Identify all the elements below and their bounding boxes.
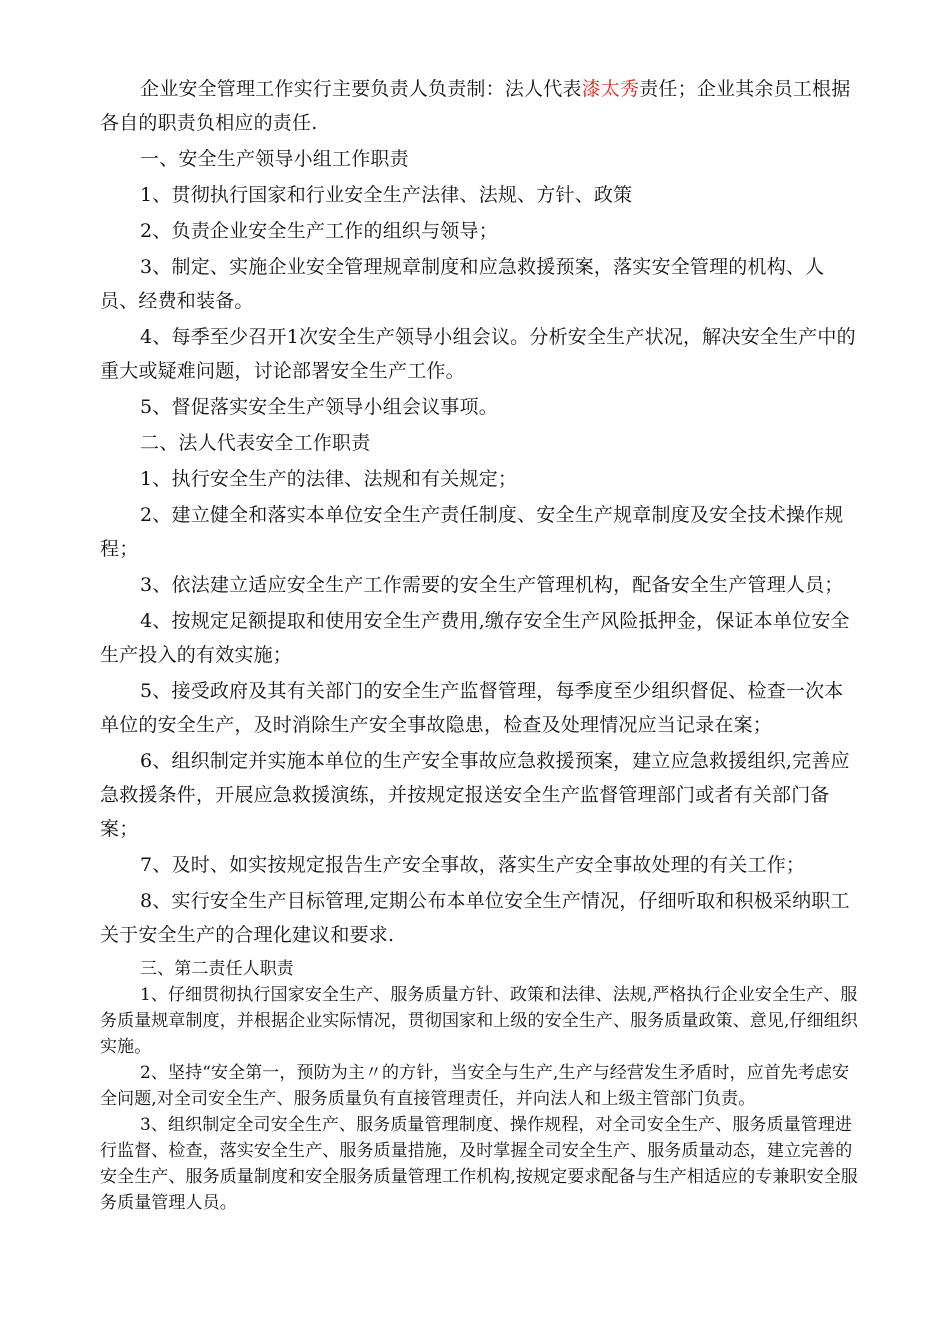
section2-item-7: 7、及时、如实按规定报告生产安全事故，落实生产安全事故处理的有关工作； [140, 854, 806, 876]
intro-paragraph [100, 72, 860, 140]
section1-item-4: 4、每季至少召开1次安全生产领导小组会议。分析安全生产状况，解决安全生产中的重大或疑难问题，讨论部署安全生产工作。 [100, 326, 856, 382]
section2-item-4: 4、按规定足额提取和使用安全生产费用,缴存安全生产风险抵押金，保证本单位安全生产投入的有效实施； [100, 610, 850, 666]
section1-item-2: 2、负责企业安全生产工作的组织与领导； [140, 220, 498, 242]
intro-text-before: 企业安全管理工作实行主要负责人负责制：法人代表 [140, 78, 582, 100]
section2-heading: 二、法人代表安全工作职责 [140, 432, 371, 454]
section3-item-3: 3、组织制定全司安全生产、服务质量管理制度、操作规程，对全司安全生产、服务质量管理进行监督、检查，落实安全生产、服务质量措施，及时掌握全司安全生产、服务质量动态，建立完善的安全生产、服务质量制度和安全服务质量管理工作机构,按规定要求配备与生产相适应的专兼职安全服务质量管理人员。 [100, 1115, 858, 1213]
intro-text-after: 责任；企业其余员工根据各自的职责负相应的责任. [100, 78, 851, 134]
section2-item-5: 5、接受政府及其有关部门的安全生产监督管理，每季度至少组织督促、检查一次本单位的安全生产，及时消除生产安全事故隐患，检查及处理情况应当记录在案； [100, 680, 844, 736]
section2-item-1: 1、执行安全生产的法律、法规和有关规定； [140, 468, 518, 490]
section3-heading: 三、第二责任人职责 [140, 959, 294, 979]
legal-representative-name: 漆太秀 [581, 78, 640, 100]
section2-item-6: 6、组织制定并实施本单位的生产安全事故应急救援预案，建立应急救援组织,完善应急救援条件，开展应急救援演练，并按规定报送安全生产监督管理部门或者有关部门备案； [100, 750, 850, 840]
section1-item-3: 3、制定、实施企业安全管理规章制度和应急救援预案，落实安全管理的机构、人员、经费和装备。 [100, 256, 825, 312]
section2-item-3: 3、依法建立适应安全生产工作需要的安全生产管理机构，配备安全生产管理人员； [140, 574, 844, 596]
section1-item-5: 5、督促落实安全生产领导小组会议事项。 [140, 396, 498, 418]
section2-item-8: 8、实行安全生产目标管理,定期公布本单位安全生产情况，仔细听取和积极采纳职工关于安全生产的合理化建议和要求. [100, 890, 850, 946]
section1-heading: 一、安全生产领导小组工作职责 [140, 148, 409, 170]
section1-item-1: 1、贯彻执行国家和行业安全生产法律、法规、方针、政策 [140, 184, 633, 206]
section2-item-2: 2、建立健全和落实本单位安全生产责任制度、安全生产规章制度及安全技术操作规程； [100, 504, 844, 560]
section3-item-1: 1、仔细贯彻执行国家安全生产、服务质量方针、政策和法律、法规,严格执行企业安全生产、服务质量规章制度，并根据企业实际情况，贯彻国家和上级的安全生产、服务质量政策、意见,仔细组织实施。 [100, 985, 858, 1057]
section3-item-2: 2、坚持“安全第一，预防为主〃的方针，当安全与生产,生产与经营发生矛盾时，应首先考虑安全问题,对全司安全生产、服务质量负有直接管理责任，并向法人和上级主管部门负责。 [100, 1063, 850, 1109]
